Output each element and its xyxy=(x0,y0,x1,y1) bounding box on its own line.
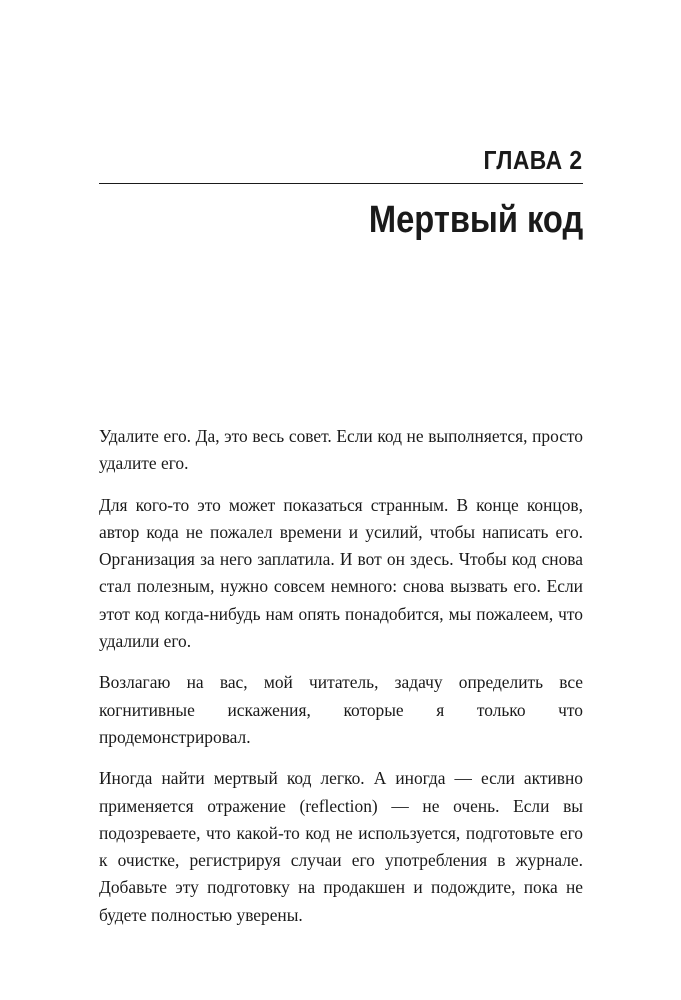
body-text xyxy=(99,423,583,943)
chapter-title: Мертвый код xyxy=(368,199,583,241)
paragraph-4: Иногда найти мертвый код легко. А иногда — если активно применяется отражение (reflection) — не очень. Если вы подозреваете, что какой-то код не используется, подготовьте его к очистке, регистрируя случаи его употребления в журнале. Добавьте эту подготовку на продакшен и подождите, пока не будете полностью уверены. xyxy=(99,768,583,925)
paragraph-1: Удалите его. Да, это весь совет. Если код не выполняется, просто удалите его. xyxy=(99,426,583,474)
chapter-label: ГЛАВА 2 xyxy=(483,145,583,175)
paragraph-3: Возлагаю на вас, мой читатель, задачу определить все когнитивные искажения, которые я только что продемонстрировал. xyxy=(99,672,583,747)
chapter-divider xyxy=(99,183,583,184)
paragraph-2: Для кого-то это может показаться странным. В конце концов, автор кода не пожалел времени и усилий, чтобы написать его. Организация за него заплатила. И вот он здесь. Чтобы код снова стал полезным, нужно совсем немного: снова вызвать его. Если этот код когда-нибудь нам опять понадобится, мы пожалеем, что удалили его. xyxy=(99,494,583,652)
